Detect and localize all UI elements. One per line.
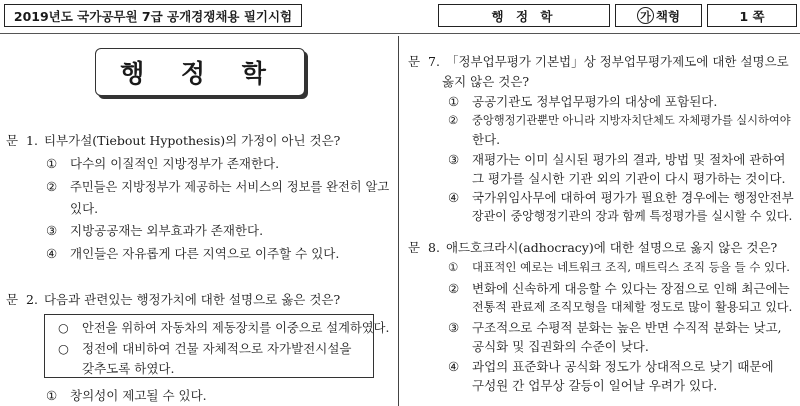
option-mark: ① — [46, 388, 58, 403]
option-3[interactable]: ③ 구조적으로 수평적 분화는 높은 반면 수직적 분화는 낮고, — [448, 320, 782, 335]
option-mark: ③ — [448, 152, 460, 167]
question-number: 1. — [26, 133, 38, 148]
bullet-icon: ○ — [58, 341, 69, 356]
option-1[interactable]: ① 공공기관도 정부업무평가의 대상에 포함된다. — [448, 94, 718, 109]
booklet-type-label: 책형 — [655, 8, 681, 24]
option-2[interactable]: ② 중앙행정기관뿐만 아니라 지방자치단체도 자체평가를 실시하여야 — [448, 114, 791, 127]
bullet-icon: ○ — [58, 321, 69, 335]
subject-title-box — [95, 48, 305, 96]
option-3-continued: 그 평가를 실시한 기관 외의 기관이 다시 평가하는 것이다. — [472, 171, 786, 186]
option-mark: ④ — [448, 359, 460, 374]
question-stem: 다음과 관련있는 행정가치에 대한 설명으로 옳은 것은? — [43, 292, 341, 307]
question-stem: 티부가설(Tiebout Hypothesis)의 가정이 아닌 것은? — [43, 133, 341, 148]
option-1[interactable]: ① 창의성이 제고될 수 있다. — [46, 388, 207, 403]
option-3[interactable]: ③ 재평가는 이미 실시된 평가의 결과, 방법 및 절차에 관하여 — [448, 152, 786, 167]
example-item-2-continued: 갖추도록 하였다. — [82, 361, 175, 376]
option-mark: ④ — [46, 246, 58, 261]
question-label: 문 — [6, 133, 19, 148]
example-item-1: ○ 안전을 위하여 자동차의 제동장치를 이중으로 설계하였다. — [58, 321, 390, 335]
option-mark: ① — [46, 156, 58, 171]
option-4-continued: 장관이 중앙행정기관의 장과 함께 특정평가를 실시할 수 있다. — [472, 209, 793, 223]
booklet-type-circle: 가 — [637, 7, 654, 24]
option-3-continued: 공식화 및 집권화의 수준이 낮다. — [472, 339, 649, 354]
exam-title-box — [4, 4, 302, 27]
option-mark: ② — [448, 114, 459, 127]
question-stem: 「정부업무평가 기본법」상 정부업무평가제도에 대한 설명으로 — [445, 54, 789, 69]
subject-title: 행 정 학 — [120, 59, 280, 88]
option-4[interactable]: ④ 과업의 표준화나 공식화 정도가 상대적으로 낮기 때문에 — [448, 359, 774, 374]
option-mark: ① — [448, 260, 459, 274]
option-4-continued: 구성원 간 업무상 갈등이 일어날 우려가 있다. — [472, 378, 718, 393]
option-2-continued: 한다. — [472, 132, 501, 147]
option-4[interactable]: ④ 국가위임사무에 대하여 평가가 필요한 경우에는 행정안전부 — [448, 190, 794, 205]
page-number: 1 쪽 — [739, 8, 765, 24]
option-2[interactable]: ② 변화에 신속하게 대응할 수 있다는 장점으로 인해 최근에는 — [448, 281, 790, 296]
question-number: 8. — [428, 240, 440, 255]
option-mark: ③ — [46, 223, 58, 238]
option-3[interactable]: ③ 지방공공재는 외부효과가 존재한다. — [46, 223, 264, 238]
option-1[interactable]: ① 다수의 이질적인 지방정부가 존재한다. — [46, 156, 280, 171]
exam-title: 2019년도 국가공무원 7급 공개경쟁채용 필기시험 — [13, 8, 293, 24]
question-label: 문 — [6, 292, 19, 307]
question-stem-continued: 옳지 않은 것은? — [442, 74, 530, 89]
question-label: 문 — [408, 240, 421, 255]
header-divider — [0, 33, 800, 34]
subject-label: 행 정 학 — [491, 8, 557, 24]
option-2[interactable]: ② 주민들은 지방정부가 제공하는 서비스의 정보를 완전히 알고 — [46, 180, 390, 194]
option-2-continued: 있다. — [70, 201, 99, 216]
option-2-continued: 전통적 관료제 조직모형을 대체할 정도로 많이 활용되고 있다. — [472, 300, 793, 314]
question-number: 2. — [26, 292, 38, 307]
page-number-box — [707, 4, 797, 27]
booklet-type-box — [615, 4, 702, 27]
option-mark: ④ — [448, 190, 460, 205]
option-mark: ② — [448, 281, 460, 296]
option-mark: ① — [448, 94, 460, 109]
question-label: 문 — [408, 54, 421, 69]
question-number: 7. — [428, 54, 440, 69]
example-item-2: ○ 정전에 대비하여 건물 자체적으로 자가발전시설을 — [58, 341, 352, 356]
column-divider — [398, 36, 399, 406]
question-stem: 애드호크라시(adhocracy)에 대한 설명으로 옳지 않은 것은? — [445, 240, 778, 255]
option-mark: ③ — [448, 320, 460, 335]
option-1[interactable]: ① 대표적인 예로는 네트워크 조직, 매트릭스 조직 등을 들 수 있다. — [448, 260, 790, 274]
option-mark: ② — [46, 180, 57, 194]
option-4[interactable]: ④ 개인들은 자유롭게 다른 지역으로 이주할 수 있다. — [46, 246, 340, 261]
subject-box — [438, 4, 610, 27]
